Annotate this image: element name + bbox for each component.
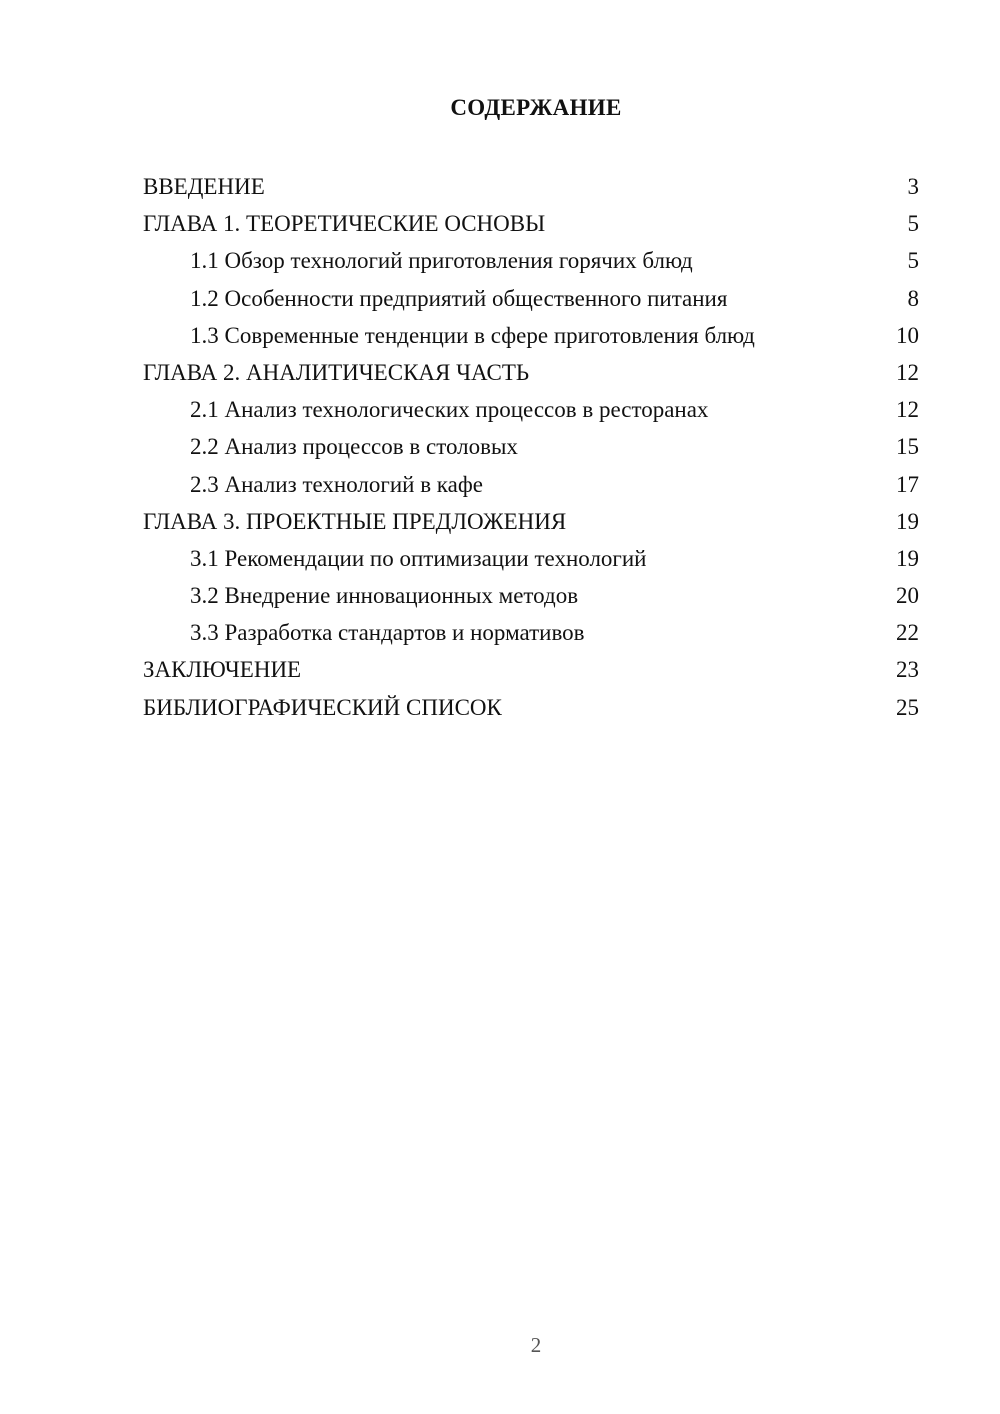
toc-entry-section-2-2[interactable] <box>143 428 919 465</box>
toc-entry-page: 3 <box>907 174 919 199</box>
toc-entry-label: 3.1 Рекомендации по оптимизации технологий <box>190 545 647 571</box>
toc-entry-page: 22 <box>896 620 919 646</box>
table-of-contents <box>143 168 919 726</box>
toc-entry-label: ГЛАВА 1. ТЕОРЕТИЧЕСКИЕ ОСНОВЫ <box>143 211 546 237</box>
toc-entry-page: 5 <box>907 211 919 237</box>
toc-entry-label: 3.2 Внедрение инновационных методов <box>190 583 579 609</box>
toc-entry-label: 2.3 Анализ технологий в кафе <box>190 471 483 497</box>
toc-entry-section-1-2[interactable] <box>143 280 919 317</box>
toc-entry-page: 19 <box>896 508 919 534</box>
toc-entry-section-1-1[interactable] <box>143 242 919 279</box>
toc-entry-chapter-3[interactable] <box>143 503 919 540</box>
toc-entry-section-1-3[interactable] <box>143 317 919 354</box>
toc-entry-label: ЗАКЛЮЧЕНИЕ <box>143 657 302 683</box>
toc-entry-section-3-2[interactable] <box>143 577 919 614</box>
toc-entry-page: 20 <box>896 583 919 609</box>
toc-entry-label: 1.3 Современные тенденции в сфере приготовления блюд <box>190 322 755 348</box>
toc-entry-page: 15 <box>896 434 919 460</box>
toc-entry-label: 3.3 Разработка стандартов и нормативов <box>190 620 585 646</box>
toc-entry-page: 17 <box>896 471 919 497</box>
toc-entry-conclusion[interactable] <box>143 651 919 688</box>
toc-entry-label: 2.1 Анализ технологических процессов в ресторанах <box>190 397 709 423</box>
toc-entry-label: 2.2 Анализ процессов в столовых <box>190 434 518 460</box>
toc-entry-section-3-3[interactable] <box>143 614 919 651</box>
toc-entry-section-2-1[interactable] <box>143 391 919 428</box>
toc-entry-page: 10 <box>896 322 919 348</box>
toc-entry-page: 19 <box>896 545 919 571</box>
toc-entry-page: 12 <box>896 359 919 385</box>
toc-entry-section-2-3[interactable] <box>143 466 919 503</box>
page-number: 2 <box>530 1333 542 1357</box>
toc-entry-chapter-2[interactable] <box>143 354 919 391</box>
toc-entry-chapter-1[interactable] <box>143 205 919 242</box>
toc-entry-label: 1.2 Особенности предприятий общественного питания <box>190 285 728 311</box>
toc-entry-page: 12 <box>896 397 919 423</box>
toc-entry-page: 25 <box>896 694 919 720</box>
toc-entry-page: 23 <box>896 657 919 683</box>
toc-entry-introduction[interactable] <box>143 168 919 205</box>
toc-entry-page: 8 <box>907 285 919 311</box>
page-title: СОДЕРЖАНИЕ <box>450 95 622 120</box>
toc-entry-label: ГЛАВА 3. ПРОЕКТНЫЕ ПРЕДЛОЖЕНИЯ <box>143 508 567 534</box>
toc-entry-page: 5 <box>907 248 919 274</box>
toc-entry-label: ВВЕДЕНИЕ <box>143 174 265 199</box>
toc-entry-section-3-1[interactable] <box>143 540 919 577</box>
toc-entry-bibliography[interactable] <box>143 689 919 726</box>
toc-entry-label: БИБЛИОГРАФИЧЕСКИЙ СПИСОК <box>143 694 502 720</box>
toc-entry-label: ГЛАВА 2. АНАЛИТИЧЕСКАЯ ЧАСТЬ <box>143 359 530 385</box>
toc-entry-label: 1.1 Обзор технологий приготовления горячих блюд <box>190 248 693 274</box>
